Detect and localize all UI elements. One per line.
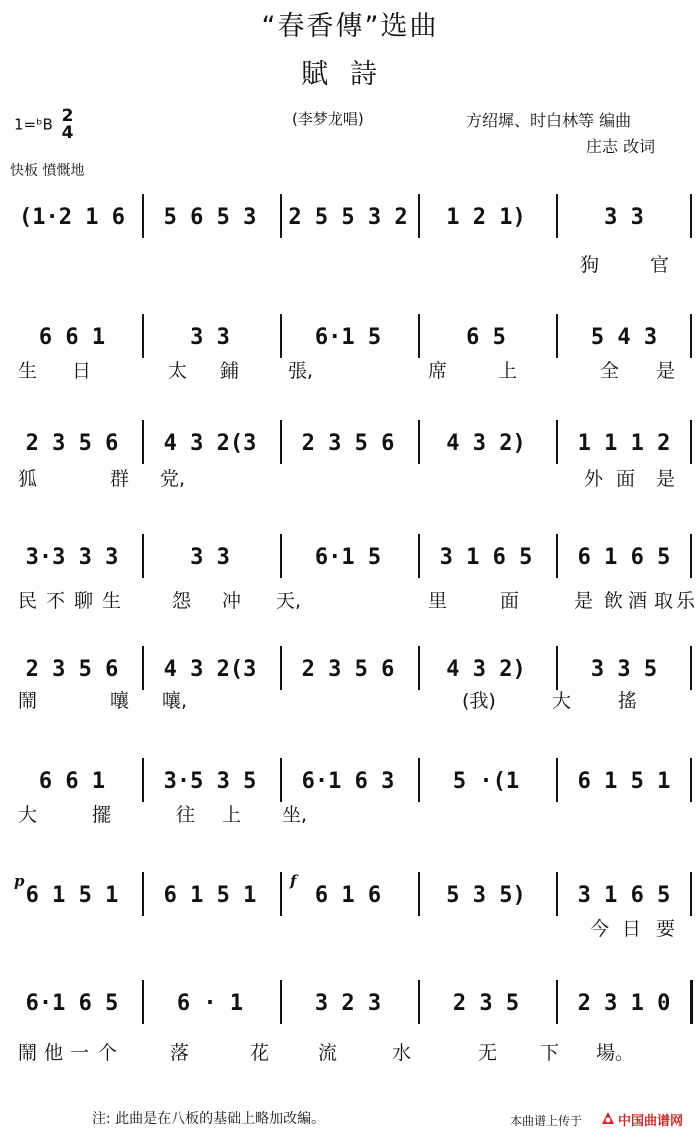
barline xyxy=(418,872,420,916)
barline xyxy=(142,646,144,690)
lyric-line-3 xyxy=(0,464,700,490)
end-barline xyxy=(690,314,692,358)
lyric-syllable: 上 xyxy=(222,804,242,826)
end-barline xyxy=(690,646,692,690)
lyric-syllable: 下 xyxy=(540,1042,560,1064)
lyric-syllable: 乐 xyxy=(676,590,696,612)
measure: (1·2 1 6 xyxy=(19,205,125,230)
barline xyxy=(418,194,420,238)
lyric-syllable: 全 xyxy=(600,360,620,382)
lyric-syllable: 生 xyxy=(102,590,122,612)
barline xyxy=(280,534,282,578)
key-text: 1=ᵇB xyxy=(14,115,53,134)
lyric-syllable: 是 xyxy=(656,468,676,490)
lyric-syllable: 往 xyxy=(176,804,196,826)
end-barline xyxy=(690,420,692,464)
lyric-syllable: 流 xyxy=(318,1042,338,1064)
measure: 3 1 6 5 xyxy=(577,883,671,908)
score-line-1 xyxy=(0,200,700,240)
lyric-syllable: 擺 xyxy=(92,804,112,826)
measure: 5 ·(1 xyxy=(452,769,520,794)
lyric-syllable: 花 xyxy=(250,1042,270,1064)
score-line-3 xyxy=(0,426,700,466)
measure: 1 2 1) xyxy=(446,205,526,230)
end-barline xyxy=(690,872,692,916)
measure: 5 3 5) xyxy=(446,883,526,908)
lyric-line-6 xyxy=(0,800,700,826)
lyric-syllable: 場。 xyxy=(596,1042,635,1064)
lyric-syllable: 天, xyxy=(276,590,302,612)
measure: 2 3 5 6 xyxy=(25,431,119,456)
barline xyxy=(280,420,282,464)
measure: 6 5 xyxy=(466,325,506,350)
lyric-syllable: 日 xyxy=(72,360,92,382)
measure: 4 3 2(3 xyxy=(163,657,257,682)
measure: 2 3 5 xyxy=(452,991,520,1016)
barline xyxy=(556,980,558,1024)
lyric-line-5 xyxy=(0,686,700,712)
barline xyxy=(556,646,558,690)
lyric-line-1 xyxy=(0,250,700,276)
measure: 6 1 5 1 xyxy=(577,769,671,794)
end-barline xyxy=(690,980,693,1024)
barline xyxy=(418,534,420,578)
composer-credit: 方绍墀、时白林等 编曲 xyxy=(466,111,632,130)
barline xyxy=(556,420,558,464)
lyric-syllable: 大 xyxy=(18,804,38,826)
barline xyxy=(280,194,282,238)
measure: 3 2 3 xyxy=(314,991,382,1016)
measure: 3·5 3 5 xyxy=(163,769,257,794)
lyric-syllable: 党, xyxy=(160,468,186,490)
lyric-syllable: 是 xyxy=(656,360,676,382)
lyricist-credit: 庄志 改词 xyxy=(586,137,656,156)
site-logo xyxy=(598,1108,694,1130)
lyric-syllable: 取 xyxy=(654,590,674,612)
measure: 1 1 1 2 xyxy=(577,431,671,456)
measure: 6·1 6 5 xyxy=(25,991,119,1016)
lyric-line-7 xyxy=(0,914,700,940)
measure: 3 3 5 xyxy=(590,657,658,682)
barline xyxy=(418,314,420,358)
barline xyxy=(142,534,144,578)
barline xyxy=(418,646,420,690)
barline xyxy=(280,980,282,1024)
lyric-syllable: 飲 xyxy=(604,590,624,612)
barline xyxy=(142,194,144,238)
measure: 2 3 5 6 xyxy=(301,431,395,456)
lyric-syllable: 无 xyxy=(478,1042,498,1064)
measure: 3·3 3 3 xyxy=(25,545,119,570)
lyric-syllable: 里 xyxy=(428,590,448,612)
dynamic-forte: f xyxy=(290,872,297,890)
measure: 3 3 xyxy=(190,325,230,350)
logo-text: 中国曲谱网 xyxy=(618,1114,684,1129)
lyric-syllable: 搖 xyxy=(618,690,638,712)
tempo-marking: 快板 憤慨地 xyxy=(10,163,85,179)
lyric-syllable: 民 xyxy=(18,590,38,612)
logo-mark-icon xyxy=(600,1110,616,1126)
measure: 5 4 3 xyxy=(590,325,658,350)
lyric-syllable: 落 xyxy=(170,1042,190,1064)
lyric-syllable: 冲 xyxy=(222,590,242,612)
score-title: “春香傳”选曲 xyxy=(261,11,439,42)
lyric-syllable: 要 xyxy=(656,918,676,940)
barline xyxy=(142,314,144,358)
key-signature xyxy=(14,108,73,142)
time-top: 2 xyxy=(61,106,74,126)
lyric-syllable: 面 xyxy=(616,468,636,490)
lyric-syllable: 嚷, xyxy=(162,690,188,712)
lyric-line-4 xyxy=(0,586,700,612)
measure: 2 3 5 6 xyxy=(301,657,395,682)
measure: 6·1 5 xyxy=(314,545,382,570)
barline xyxy=(556,534,558,578)
barline xyxy=(418,420,420,464)
dynamic-piano: p xyxy=(14,872,25,890)
time-signature xyxy=(62,108,74,142)
measure: 6·1 6 3 xyxy=(301,769,395,794)
lyric-syllable: 个 xyxy=(98,1042,118,1064)
barline xyxy=(556,314,558,358)
score-line-4 xyxy=(0,540,700,580)
upload-credit: 本曲谱上传于 xyxy=(510,1114,583,1128)
lyric-syllable: 大 xyxy=(552,690,572,712)
barline xyxy=(280,872,282,916)
score-line-8 xyxy=(0,986,700,1026)
singer-credit: (李梦龙唱) xyxy=(292,110,364,128)
measure: 4 3 2) xyxy=(446,431,526,456)
barline xyxy=(556,872,558,916)
measure: 6 6 1 xyxy=(38,325,106,350)
barline xyxy=(280,758,282,802)
barline xyxy=(280,314,282,358)
measure: 6 1 5 1 xyxy=(163,883,257,908)
barline xyxy=(280,646,282,690)
measure: 3 3 xyxy=(190,545,230,570)
lyric-syllable: 鬧 xyxy=(18,690,38,712)
lyric-syllable: 太 xyxy=(168,360,188,382)
measure: 3 1 6 5 xyxy=(439,545,533,570)
measure: 6 1 5 1 xyxy=(25,883,119,908)
measure: 2 5 5 3 2 xyxy=(288,205,408,230)
score-subtitle: 賦詩 xyxy=(301,59,399,90)
measure: 6 · 1 xyxy=(176,991,244,1016)
lyric-syllable: 群 xyxy=(110,468,130,490)
lyric-syllable: 外 xyxy=(584,468,604,490)
measure: 2 3 5 6 xyxy=(25,657,119,682)
lyric-line-2 xyxy=(0,356,700,382)
lyric-syllable: 嚷 xyxy=(110,690,130,712)
measure: 6 1 6 5 xyxy=(577,545,671,570)
lyric-syllable: 上 xyxy=(498,360,518,382)
measure: 6 6 1 xyxy=(38,769,106,794)
lyric-syllable: 不 xyxy=(46,590,66,612)
lyric-syllable: 狐 xyxy=(18,468,38,490)
lyric-syllable: 酒 xyxy=(628,590,648,612)
lyric-syllable: 鬧 xyxy=(18,1042,38,1064)
measure: 5 6 5 3 xyxy=(163,205,257,230)
time-bottom: 4 xyxy=(61,123,74,143)
measure: 3 3 xyxy=(604,205,644,230)
score-line-7 xyxy=(0,878,700,918)
lyric-syllable: 日 xyxy=(622,918,642,940)
lyric-syllable: 面 xyxy=(500,590,520,612)
lyric-syllable: 他 xyxy=(44,1042,64,1064)
end-barline xyxy=(690,534,692,578)
barline xyxy=(418,758,420,802)
lyric-syllable: 怨 xyxy=(172,590,192,612)
lyric-syllable: (我) xyxy=(462,690,496,712)
measure: 4 3 2(3 xyxy=(163,431,257,456)
barline xyxy=(142,420,144,464)
measure: 6·1 5 xyxy=(314,325,382,350)
lyric-syllable: 水 xyxy=(392,1042,412,1064)
score-line-6 xyxy=(0,764,700,804)
lyric-syllable: 官 xyxy=(650,254,670,276)
lyric-syllable: 生 xyxy=(18,360,38,382)
footnote: 注: 此曲是在八板的基础上略加改編。 xyxy=(92,1111,326,1127)
barline xyxy=(418,980,420,1024)
end-barline xyxy=(690,758,692,802)
lyric-syllable: 坐, xyxy=(282,804,308,826)
barline xyxy=(142,758,144,802)
end-barline xyxy=(690,194,692,238)
lyric-syllable: 是 xyxy=(574,590,594,612)
score-line-2 xyxy=(0,320,700,360)
barline xyxy=(556,194,558,238)
lyric-syllable: 狗 xyxy=(580,254,600,276)
measure: 4 3 2) xyxy=(446,657,526,682)
barline xyxy=(142,872,144,916)
lyric-line-8 xyxy=(0,1038,700,1064)
lyric-syllable: 今 xyxy=(590,918,610,940)
lyric-syllable: 張, xyxy=(288,360,314,382)
lyric-syllable: 一 xyxy=(70,1042,90,1064)
lyric-syllable: 鋪 xyxy=(220,360,240,382)
measure: 6 1 6 xyxy=(314,883,382,908)
lyric-syllable: 席 xyxy=(428,360,448,382)
lyric-syllable: 聊 xyxy=(74,590,94,612)
barline xyxy=(142,980,144,1024)
measure: 2 3 1 0 xyxy=(577,991,671,1016)
barline xyxy=(556,758,558,802)
